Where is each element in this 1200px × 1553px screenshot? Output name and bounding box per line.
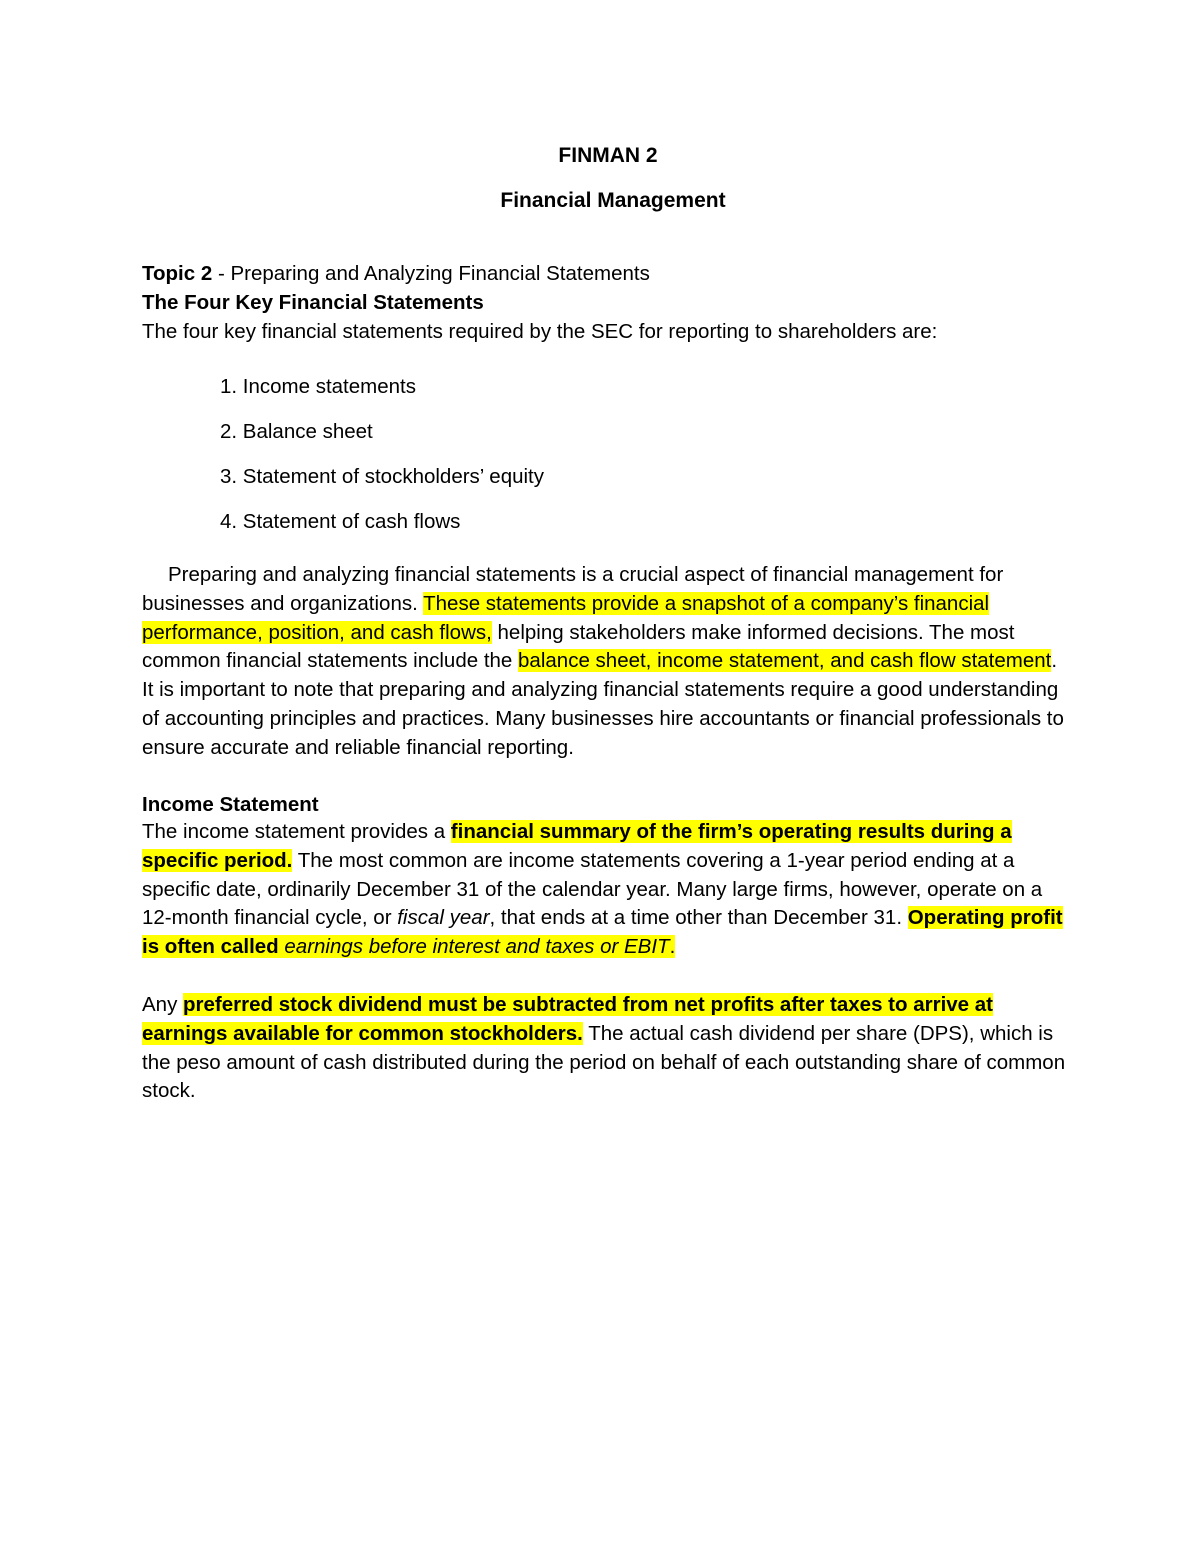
highlighted-text: preferred stock dividend must be subtracted from net profits after taxes to arrive at earnings available for common stockholders.: [142, 993, 993, 1045]
topic-label: Topic 2: [142, 262, 213, 285]
topic-block: [142, 259, 1072, 346]
paragraph-dividends: [142, 991, 1067, 1106]
paragraph-text: The actual cash dividend per share (DPS), which is the peso amount of cash distributed during the period on behalf of each outstanding share of common stock.: [142, 1021, 1066, 1103]
highlighted-text: financial summary of the firm’s operating results during a specific period.: [142, 820, 1012, 872]
section-heading-income-statement: Income Statement: [142, 793, 319, 816]
paragraph-text: helping stakeholders make informed decisions. The most common financial statements include the: [142, 620, 1015, 673]
highlighted-text-end: .: [669, 935, 676, 959]
list-item: 2. Balance sheet: [220, 420, 373, 443]
document-subtitle: Financial Management: [500, 189, 726, 212]
paragraph-text: The most common are income statements covering a 1-year period ending at a specific date, ordinarily December 31 of the calendar year. Many large firms, however, operate on a 12-month financial cycle, or: [142, 848, 1043, 930]
paragraph-text: The income statement provides a: [142, 820, 451, 843]
list-item: 4. Statement of cash flows: [220, 510, 461, 533]
paragraph-text: , that ends at a time other than December 31.: [489, 906, 908, 930]
paragraph-text: . It is important to note that preparing and analyzing financial statements require a good understanding of accounting principles and practices. Many businesses hire accountants or financial professionals to ensure accurate and reliable financial reporting.: [142, 649, 1064, 759]
emphasis-text: earnings before interest and taxes or EBIT: [284, 935, 670, 959]
section-heading-four-statements: The Four Key Financial Statements: [142, 291, 484, 314]
topic-text: - Preparing and Analyzing Financial Statements: [212, 262, 650, 285]
paragraph-text: Any: [142, 993, 184, 1016]
paragraph-overview: [142, 561, 1067, 763]
document-title: FINMAN 2: [558, 144, 658, 167]
statement-list: [220, 372, 544, 552]
list-item: 1. Income statements: [220, 375, 416, 398]
paragraph-text: Preparing and analyzing financial statements is a crucial aspect of financial management for businesses and organizations.: [142, 563, 1004, 615]
emphasis-text: fiscal year: [397, 906, 490, 930]
highlighted-text: balance sheet, income statement, and cash flow statement: [518, 649, 1052, 673]
list-item: 3. Statement of stockholders’ equity: [220, 465, 544, 488]
paragraph-income-statement: [142, 818, 1067, 962]
topic-line: [142, 259, 1072, 288]
highlighted-text-start: Operating profit is often called: [142, 906, 1063, 959]
section-intro: The four key financial statements required by the SEC for reporting to shareholders are:: [142, 320, 938, 343]
highlighted-text: These statements provide a snapshot of a company’s financial performance, position, and cash flows,: [142, 591, 990, 644]
